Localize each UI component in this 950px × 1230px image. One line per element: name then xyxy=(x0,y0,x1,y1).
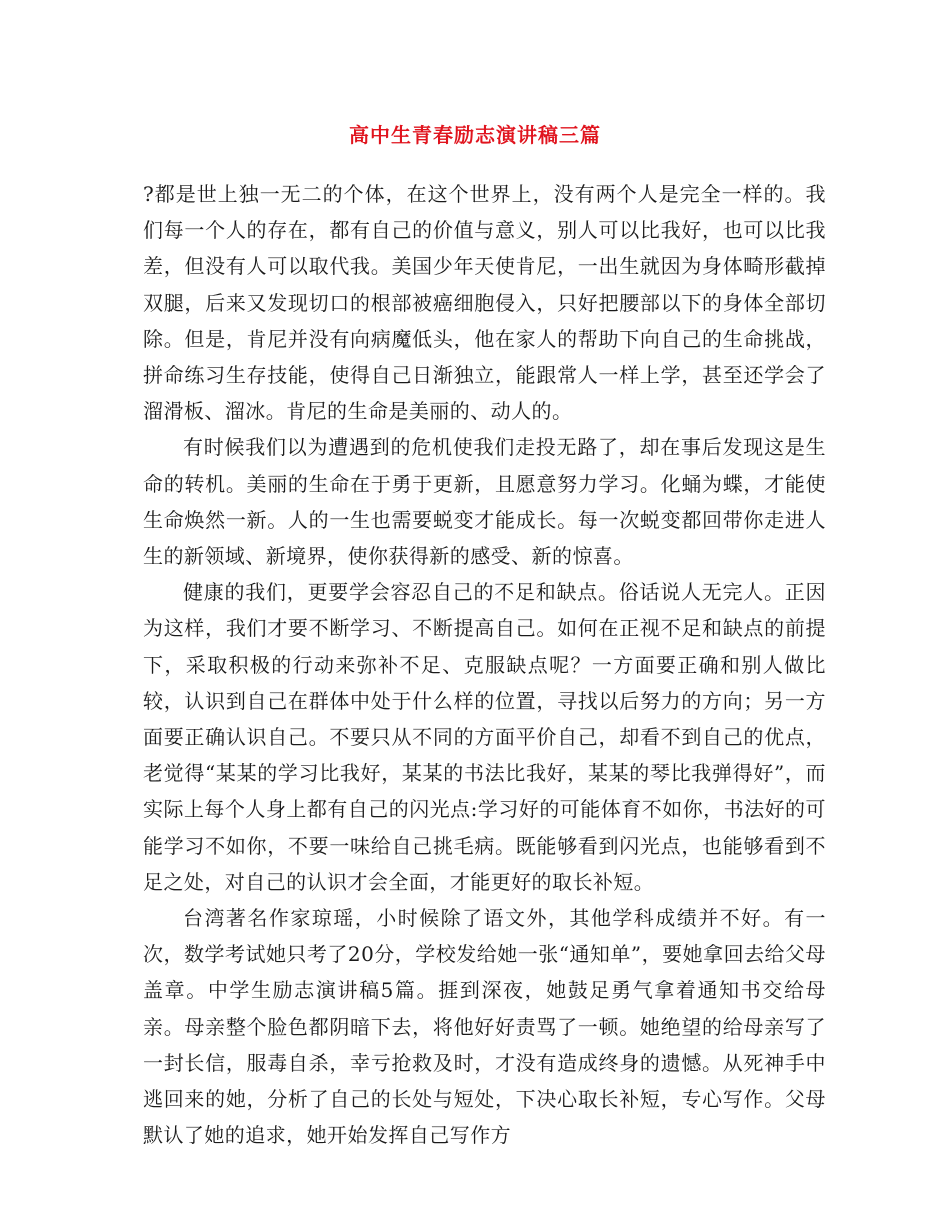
paragraph-4: 台湾著名作家琼瑶，小时候除了语文外，其他学科成绩并不好。有一次，数学考试她只考了20分，学校发给她一张“通知单”，要她拿回去给父母盖章。中学生励志演讲稿5篇。捱到深夜，她鼓足勇气拿着通知书交给母亲。母亲整个脸色都阴暗下去，将他好好责骂了一顿。她绝望的给母亲写了一封长信，服毒自杀，幸亏抢救及时，才没有造成终身的遗憾。从死神手中逃回来的她，分析了自己的长处与短处，下决心取长补短，专心写作。父母默认了她的追求，她开始发挥自己写作方 xyxy=(143,906,826,1148)
paragraph-2: 有时候我们以为遭遇到的危机使我们走投无路了，却在事后发现这是生命的转机。美丽的生命在于勇于更新，且愿意努力学习。化蛹为蝶，才能使生命焕然一新。人的一生也需要蜕变才能成长。每一次蜕变都回带你走进人生的新领域、新境界，使你获得新的感受、新的惊喜。 xyxy=(143,435,826,569)
paragraph-3: 健康的我们，更要学会容忍自己的不足和缺点。俗话说人无完人。正因为这样，我们才要不断学习、不断提高自己。如何在正视不足和缺点的前提下，采取积极的行动来弥补不足、克服缺点呢？一方面要正确和别人做比较，认识到自己在群体中处于什么样的位置，寻找以后努力的方向；另一方面要正确认识自己。不要只从不同的方面平价自己，却看不到自己的优点，老觉得“某某的学习比我好，某某的书法比我好，某某的琴比我弹得好”，而实际上每个人身上都有自己的闪光点:学习好的可能体育不如你，书法好的可能学习不如你，不要一味给自己挑毛病。既能够看到闪光点，也能够看到不足之处，对自己的认识才会全面，才能更好的取长补短。 xyxy=(143,580,826,894)
document-title: 高中生青春励志演讲稿三篇 xyxy=(349,123,601,147)
document-body xyxy=(143,176,826,1153)
paragraph-1: ?都是世上独一无二的个体，在这个世界上，没有两个人是完全一样的。我们每一个人的存在，都有自己的价值与意义，别人可以比我好，也可以比我差，但没有人可以取代我。美国少年天使肯尼，一出生就因为身体畸形截掉双腿，后来又发现切口的根部被癌细胞侵入，只好把腰部以下的身体全部切除。但是，肯尼并没有向病魔低头，他在家人的帮助下向自己的生命挑战，拼命练习生存技能，使得自己日渐独立，能跟常人一样上学，甚至还学会了溜滑板、溜冰。肯尼的生命是美丽的、动人的。 xyxy=(143,182,826,424)
